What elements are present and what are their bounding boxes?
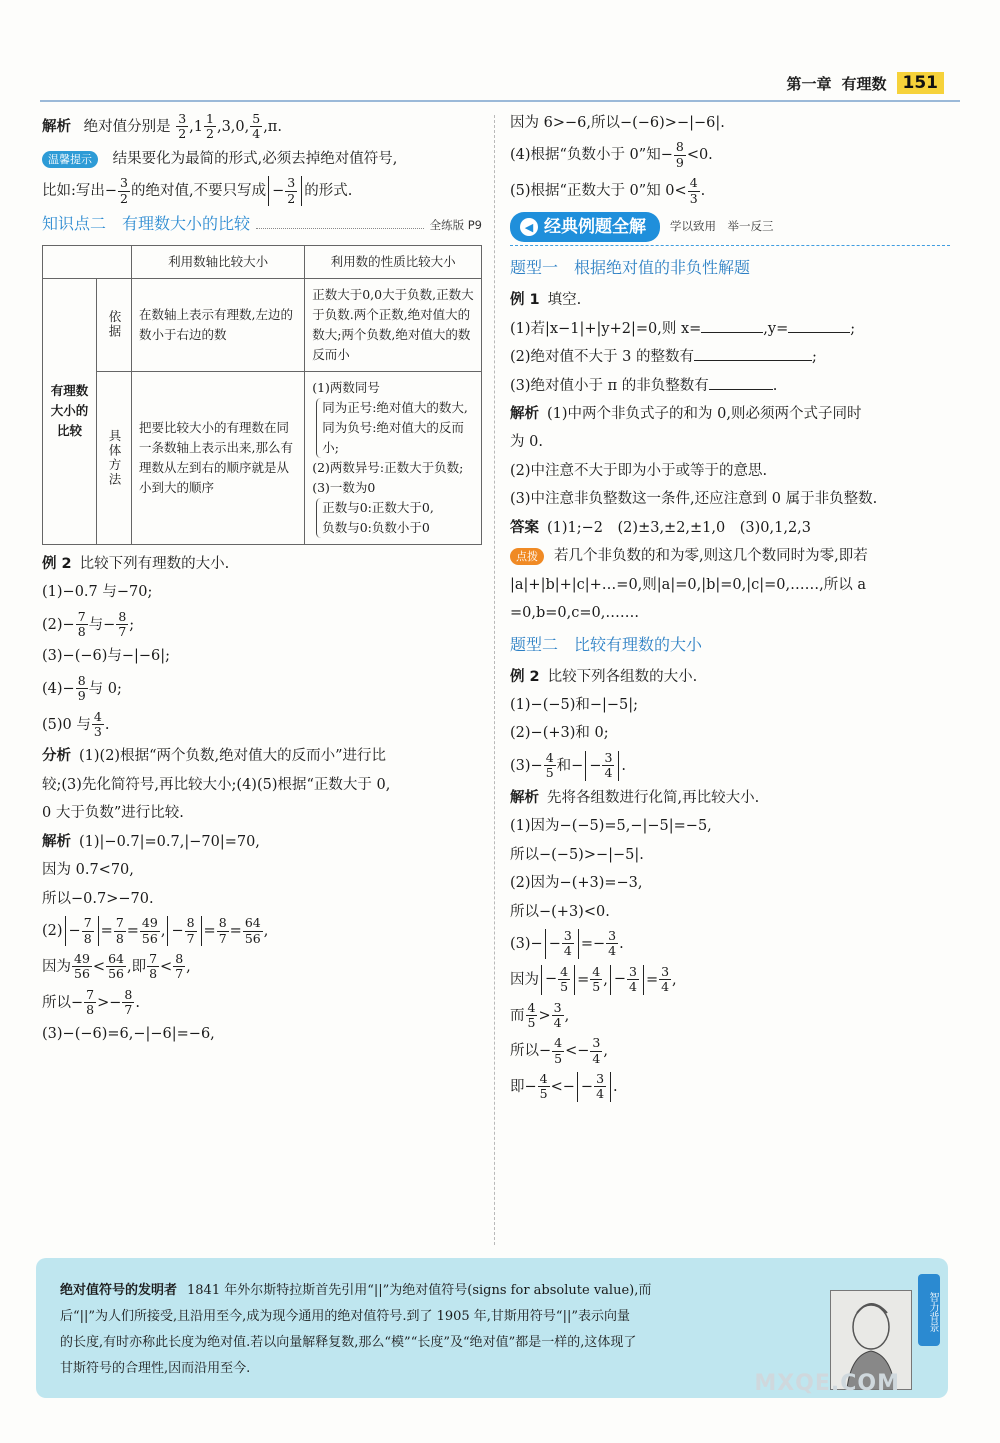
numerator: 8 <box>124 986 133 1002</box>
q-text: (2)− <box>42 616 75 633</box>
denominator: 4 <box>604 765 613 781</box>
numerator: 4 <box>539 1071 548 1087</box>
q-text: ; <box>129 616 135 633</box>
fraction <box>243 916 263 946</box>
example-heading <box>510 289 950 311</box>
background-text <box>60 1278 830 1382</box>
analysis-text-mid: ,3,0, <box>216 118 250 135</box>
solution-text: (1)|−0.7|=0.7,|−70|=70, <box>79 833 260 850</box>
solution-line: (2) − $\frac{7}{8}$ = $\frac{7}{8}$ = $\frac{49}{56}$ , − $\frac{8}{7}$ = $\frac{8}{7}$ = $\frac{64}{56}$ , <box>42 915 269 946</box>
s-text: , <box>186 958 191 975</box>
answer-line <box>510 517 950 539</box>
analysis-label: 解析 <box>42 118 71 135</box>
example-label: 例 2 <box>42 555 72 572</box>
answer-blank[interactable] <box>694 349 812 361</box>
fraction <box>552 1001 564 1031</box>
numerator: 3 <box>592 1035 601 1051</box>
background-info-box <box>36 1258 948 1398</box>
tip-line-2 <box>42 176 482 206</box>
denominator: 4 <box>553 1014 562 1030</box>
solution-text: 所以−(+3)<0. <box>510 903 610 920</box>
fraction <box>92 710 104 740</box>
page-header <box>786 72 944 94</box>
numerator: 3 <box>596 1071 605 1087</box>
solution-line: (3)− − $\frac{3}{4}$ =− $\frac{3}{4}$ . <box>510 928 624 959</box>
example-title: 比较下列各组数的大小. <box>547 668 698 685</box>
denominator: 8 <box>77 624 86 640</box>
denominator: 56 <box>244 930 261 946</box>
numerator: 4 <box>689 175 698 191</box>
c-text: (5)根据“正数大于 0”知 0< <box>510 183 687 200</box>
analysis-text: 绝对值分别是 <box>83 118 171 135</box>
continued-line <box>510 176 950 206</box>
absolute-value: − $\frac{8}{7}$ <box>167 916 201 946</box>
continued-line <box>510 140 950 170</box>
solution-text: (2)因为−(+3)=−3, <box>510 875 643 892</box>
left-column <box>42 112 482 1052</box>
denominator: 5 <box>527 1014 536 1030</box>
leader-dots <box>256 219 424 229</box>
numerator: 8 <box>218 915 227 931</box>
numerator: 1 <box>206 111 214 126</box>
analysis-text: 0 大于负数”进行比较. <box>42 805 184 822</box>
q-text: ; <box>811 349 817 366</box>
cell-line: (1)两数同号 <box>312 379 380 395</box>
analysis-text: 较;(3)先化简符号,再比较大小;(4)(5)根据“正数大于 0, <box>42 776 391 793</box>
numerator: 3 <box>553 999 562 1015</box>
info-text: 后“||”为人们所接受,且沿用至今,成为现今通用的绝对值符号.到了 1905 年,甘斯用符号“||”表示向量 <box>60 1309 630 1324</box>
fraction <box>118 176 130 206</box>
denominator: 2 <box>120 190 128 206</box>
question-line <box>510 375 950 397</box>
problem-type-heading: 题型二 比较有理数的大小 <box>510 634 703 654</box>
fraction <box>552 1036 564 1066</box>
solution-text: (1)中两个非负式子的和为 0,则必须两个式子同时 <box>547 405 862 422</box>
tip-text: 比如:写出− <box>42 183 118 200</box>
analysis-text: (1)(2)根据“两个负数,绝对值大的反而小”进行比 <box>79 748 387 765</box>
denominator: 5 <box>560 979 569 995</box>
banner-pill <box>510 212 660 242</box>
question-line: (1)−0.7 与−70; <box>42 584 153 601</box>
numerator: 8 <box>77 672 86 688</box>
q-text: ,y= <box>763 320 789 337</box>
question-line <box>42 710 482 740</box>
denominator: 9 <box>77 688 86 704</box>
answer-blank[interactable] <box>701 321 763 333</box>
info-text: 1841 年外尔斯特拉斯首先引用“||”为绝对值符号(signs for absolute value),而 <box>187 1283 652 1298</box>
numerator: 4 <box>592 963 601 979</box>
numerator: 4 <box>93 708 102 724</box>
side-tab: 智力背景 <box>918 1274 940 1346</box>
denominator: 8 <box>149 966 158 982</box>
info-text: 甘斯符号的合理性,因而沿用至今. <box>60 1361 251 1376</box>
cell-line: 负数与0:负数小于0 <box>322 519 430 535</box>
numerator: 3 <box>628 963 637 979</box>
solution-line: 因为 $\frac{49}{56}$ < $\frac{64}{56}$ ,即 $\frac{7}{8}$ < $\frac{8}{7}$ , <box>42 950 191 982</box>
minus-sign: − <box>589 757 602 774</box>
c-text: <0. <box>686 147 713 164</box>
numerator: 3 <box>608 928 617 944</box>
absolute-value <box>268 176 302 206</box>
tip-text: 的形式. <box>304 183 353 200</box>
numerator: 4 <box>527 999 536 1015</box>
solution-text: (1)因为−(−5)=5,−|−5|=−5, <box>510 818 712 835</box>
s-text: 因为 <box>42 958 71 975</box>
tip-text: |a|+|b|+|c|+…=0,则|a|=0,|b|=0,|c|=0,……,所以 a <box>510 576 866 593</box>
solution-text: 为 0. <box>510 434 543 451</box>
fraction <box>558 965 570 995</box>
denominator: 3 <box>689 190 698 206</box>
numerator: 8 <box>675 139 684 155</box>
denominator: 7 <box>186 930 195 946</box>
denominator: 4 <box>563 943 572 959</box>
fraction <box>594 1072 606 1102</box>
q-text: 与 0; <box>88 680 122 697</box>
q-text: . <box>621 757 627 774</box>
answer-blank[interactable] <box>788 321 850 333</box>
column-divider <box>494 115 495 1245</box>
solution-text: (3)中注意非负整数这一条件,还应注意到 0 属于非负整数. <box>510 491 878 508</box>
numerator: 7 <box>115 915 124 931</box>
fraction <box>590 965 602 995</box>
denominator: 8 <box>83 930 92 946</box>
q-text: 和− <box>556 757 584 774</box>
minus-sign: − <box>272 182 285 199</box>
denominator: 56 <box>108 966 124 982</box>
chapter-label: 第一章 <box>786 74 832 93</box>
question-line <box>510 346 950 368</box>
table-cell <box>305 371 482 544</box>
analysis-line <box>42 745 482 767</box>
numerator: 3 <box>563 928 572 944</box>
s-text: . <box>613 1078 618 1095</box>
tip-tag: 点拨 <box>510 548 544 565</box>
question-line <box>42 610 482 640</box>
column-header: 利用数的性质比较大小 <box>305 245 482 278</box>
solution-label: 解析 <box>510 405 539 422</box>
numerator: 3 <box>287 175 296 191</box>
question-line <box>510 318 950 340</box>
numerator: 8 <box>118 608 127 624</box>
numerator: 8 <box>186 915 195 931</box>
numerator: 7 <box>149 950 158 966</box>
denominator: 5 <box>554 1050 563 1066</box>
fraction <box>147 952 159 982</box>
denominator: 7 <box>175 966 184 982</box>
numerator: 64 <box>244 915 261 931</box>
section-title: 知识点二 有理数大小的比较 <box>42 213 251 233</box>
solution-label: 解析 <box>42 833 71 850</box>
absolute-value: − $\frac{7}{8}$ <box>65 916 99 946</box>
analysis-text-end: ,π. <box>263 118 282 135</box>
s-text: (3)− <box>510 935 543 952</box>
fraction <box>122 988 134 1018</box>
denominator: 4 <box>252 126 261 142</box>
comparison-table <box>42 245 482 545</box>
numerator: 3 <box>661 963 670 979</box>
fraction <box>602 751 614 781</box>
analysis-line: 解析 绝对值分别是 $\frac{3}{2}$ ,1 $\frac{1}{2}$ ,3,0, $\frac{5}{4}$ ,π. <box>42 111 282 142</box>
absolute-value: − $\frac{3}{4}$ <box>610 965 644 995</box>
numerator: 3 <box>178 111 187 126</box>
example-heading <box>510 666 950 688</box>
q-text: (5)0 与 <box>42 716 91 733</box>
denominator: 4 <box>596 1086 605 1102</box>
table-row <box>43 278 482 371</box>
denominator: 5 <box>592 979 601 995</box>
answer-blank[interactable] <box>709 378 773 390</box>
fraction <box>674 140 686 170</box>
numerator: 49 <box>141 915 158 931</box>
q-text: (4)− <box>42 680 75 697</box>
fraction <box>688 176 700 206</box>
question-line <box>42 674 482 704</box>
denominator: 4 <box>608 943 617 959</box>
brace-group <box>316 398 474 458</box>
numerator: 7 <box>86 986 95 1002</box>
q-text: (3)绝对值小于 π 的非负整数有 <box>510 377 709 394</box>
q-text: . <box>772 377 778 394</box>
problem-type-heading: 题型一 根据绝对值的非负性解题 <box>510 258 751 278</box>
numerator: 3 <box>604 749 613 765</box>
fraction <box>627 965 639 995</box>
s-text: 而 <box>510 1007 525 1024</box>
section-ref: 全练版 P9 <box>429 217 482 232</box>
denominator: 7 <box>218 930 227 946</box>
brace-group <box>316 498 474 538</box>
column-header: 利用数轴比较大小 <box>132 245 305 278</box>
table-cell: 在数轴上表示有理数,左边的数小于右边的数 <box>132 278 305 371</box>
solution-text: 所以−0.7>−70. <box>42 890 154 907</box>
s-text: >− <box>97 994 122 1011</box>
fraction <box>285 176 297 206</box>
numerator: 49 <box>74 950 90 966</box>
fraction <box>84 988 96 1018</box>
mixed-whole: 1 <box>193 118 204 135</box>
fraction <box>562 929 574 959</box>
analysis-label: 分析 <box>42 748 71 765</box>
numerator: 4 <box>560 963 569 979</box>
s-text: . <box>135 994 140 1011</box>
tip-text: =0,b=0,c=0,……. <box>510 605 639 622</box>
fraction <box>590 1036 602 1066</box>
example-title: 填空. <box>547 292 582 309</box>
header-rule <box>40 100 960 102</box>
numerator: 4 <box>554 1035 563 1051</box>
denominator: 5 <box>545 765 554 781</box>
fraction <box>176 112 188 142</box>
denominator: 9 <box>675 154 684 170</box>
question-line: (3)−(−6)与−|−6|; <box>42 648 171 665</box>
q-text: (2)绝对值不大于 3 的整数有 <box>510 349 694 366</box>
denominator: 5 <box>539 1086 548 1102</box>
fraction <box>76 610 88 640</box>
fraction <box>76 674 88 704</box>
solution-text: 先将各组数进行化简,再比较大小. <box>547 789 760 806</box>
absolute-value: − $\frac{4}{5}$ <box>541 965 575 995</box>
absolute-value: − $\frac{3}{4}$ <box>545 929 579 959</box>
s-text: 所以− <box>42 994 84 1011</box>
fraction <box>140 916 160 946</box>
numerator: 5 <box>252 111 261 126</box>
info-line <box>60 1278 830 1304</box>
numerator: 64 <box>108 950 124 966</box>
q-text: (3)− <box>510 757 543 774</box>
fraction <box>544 751 556 781</box>
fraction <box>250 112 262 142</box>
solution-line <box>510 1072 950 1102</box>
q-text: (1)若|x−1|+|y+2|=0,则 x= <box>510 320 702 337</box>
solution-line: 因为 − $\frac{4}{5}$ = $\frac{4}{5}$ , − $\frac{3}{4}$ = $\frac{3}{4}$ , <box>510 963 677 995</box>
s-text: <− <box>565 1043 590 1060</box>
numerator: 3 <box>120 175 128 191</box>
numerator: 4 <box>545 749 554 765</box>
fraction <box>217 916 229 946</box>
solution-line <box>42 988 482 1018</box>
answer-text: (1)1;−2 (2)±3,±2,±1,0 (3)0,1,2,3 <box>547 519 812 536</box>
info-text: 的长度,有时亦称此长度为绝对值.若以向量解释复数,那么“模”“长度”及“绝对值”都是一样的,这体现了 <box>60 1335 637 1350</box>
cell-line: 正数与0:正数大于0, <box>322 499 434 515</box>
solution-line: 所以− $\frac{4}{5}$ <− $\frac{3}{4}$ , <box>510 1035 608 1066</box>
fraction <box>106 952 126 982</box>
cell-line: 同为正号:绝对值大的数大, <box>322 399 468 415</box>
denominator: 56 <box>74 966 90 982</box>
fraction <box>538 1072 550 1102</box>
table-row <box>43 371 482 544</box>
fraction <box>116 610 128 640</box>
speaker-icon: ◀ <box>520 218 538 236</box>
fraction <box>185 916 197 946</box>
table-corner <box>43 245 132 278</box>
question-line: (1)−(−5)和−|−5|; <box>510 697 639 713</box>
subject-label: 有理数 <box>841 74 887 93</box>
table-header-row <box>43 245 482 278</box>
cell-line: 同为负号:绝对值大的反而小; <box>322 419 464 455</box>
tip-text: 结果要化为最简的形式,必须去掉绝对值符号, <box>112 150 398 167</box>
example-title: 比较下列有理数的大小. <box>79 555 230 572</box>
numerator: 7 <box>77 608 86 624</box>
solution-text: 所以−(−5)>−|−5|. <box>510 846 644 863</box>
example-label: 例 2 <box>510 668 540 685</box>
example-label: 例 1 <box>510 292 540 309</box>
example-heading <box>42 553 482 575</box>
fraction <box>526 1001 538 1031</box>
c-text: . <box>700 183 706 200</box>
banner-title: 经典例题全解 <box>544 216 646 237</box>
q-text: . <box>104 716 110 733</box>
solution-line <box>510 403 950 425</box>
solution-line <box>42 831 482 853</box>
banner-subtitle: 学以致用 举一反三 <box>670 219 774 234</box>
section-heading <box>42 212 482 237</box>
s-text: 即− <box>510 1078 537 1095</box>
denominator: 4 <box>628 979 637 995</box>
watermark: MXQE.COM <box>754 1371 900 1396</box>
solution-text: (2)中注意不大于即为小于或等于的意思. <box>510 462 768 479</box>
table-cell: 正数大于0,0大于负数,正数大于负数.两个正数,绝对值大的数大;两个负数,绝对值大的数反而小 <box>305 278 482 371</box>
denominator: 2 <box>287 190 296 206</box>
denominator: 2 <box>206 126 214 142</box>
fraction <box>82 916 94 946</box>
tip-text: 若几个非负数的和为零,则这几个数同时为零,即若 <box>554 548 868 565</box>
denominator: 3 <box>93 724 102 740</box>
q-text: 与− <box>88 616 116 633</box>
numerator: 8 <box>175 950 184 966</box>
question-line: (2)−(+3)和 0; <box>510 725 609 742</box>
numerator: 7 <box>83 915 92 931</box>
tip-text: 的绝对值,不要只写成 <box>131 183 267 200</box>
tip-line-1 <box>42 148 482 170</box>
absolute-value <box>585 751 619 781</box>
s-text: 所以− <box>510 1043 552 1060</box>
tip-tag: 温馨提示 <box>42 151 98 168</box>
solution-line <box>510 787 950 809</box>
denominator: 8 <box>115 930 124 946</box>
q-text: ; <box>850 320 856 337</box>
solution-text: 因为 0.7<70, <box>42 862 134 879</box>
denominator: 8 <box>86 1002 95 1018</box>
absolute-value: − $\frac{3}{4}$ <box>577 1072 611 1102</box>
denominator: 4 <box>661 979 670 995</box>
fraction <box>114 916 126 946</box>
fraction <box>659 965 671 995</box>
c-text: (4)根据“负数小于 0”知− <box>510 147 673 164</box>
fraction <box>173 952 185 982</box>
answer-label: 答案 <box>510 519 539 536</box>
tip-line <box>510 545 950 567</box>
continued-text: 因为 6>−6,所以−(−6)>−|−6|. <box>510 115 725 131</box>
info-title: 绝对值符号的发明者 <box>60 1283 178 1298</box>
denominator: 56 <box>141 930 158 946</box>
row-header <box>43 278 97 544</box>
solution-text: (3)−(−6)=6,−|−6|=−6, <box>42 1026 215 1043</box>
row-label: 依据 <box>97 278 132 371</box>
question-line <box>510 751 950 781</box>
fraction <box>606 929 618 959</box>
denominator: 4 <box>592 1050 601 1066</box>
denominator: 2 <box>178 126 187 142</box>
examples-banner <box>510 212 950 246</box>
cell-line: (2)两数异号:正数大于负数; <box>312 459 464 475</box>
s-text: <− <box>550 1078 575 1095</box>
cell-line: (3)一数为0 <box>312 479 376 495</box>
s-text: ,即 <box>126 958 147 975</box>
page-number: 151 <box>897 72 945 94</box>
row-label: 具体方法 <box>97 371 132 544</box>
table-cell: 把要比较大小的有理数在同一条数轴上表示出来,那么有理数从左到右的顺序就是从小到大的顺序 <box>132 371 305 544</box>
fraction <box>72 952 92 982</box>
denominator: 7 <box>118 624 127 640</box>
denominator: 7 <box>124 1002 133 1018</box>
fraction <box>204 112 216 142</box>
solution-line: 而 $\frac{4}{5}$ > $\frac{3}{4}$ , <box>510 999 570 1030</box>
s-text: (2) <box>42 923 63 940</box>
solution-label: 解析 <box>510 789 539 806</box>
row-header-text: 有理数大小的比较 <box>50 383 89 439</box>
right-column <box>510 112 950 1108</box>
s-text: 因为 <box>510 971 539 988</box>
